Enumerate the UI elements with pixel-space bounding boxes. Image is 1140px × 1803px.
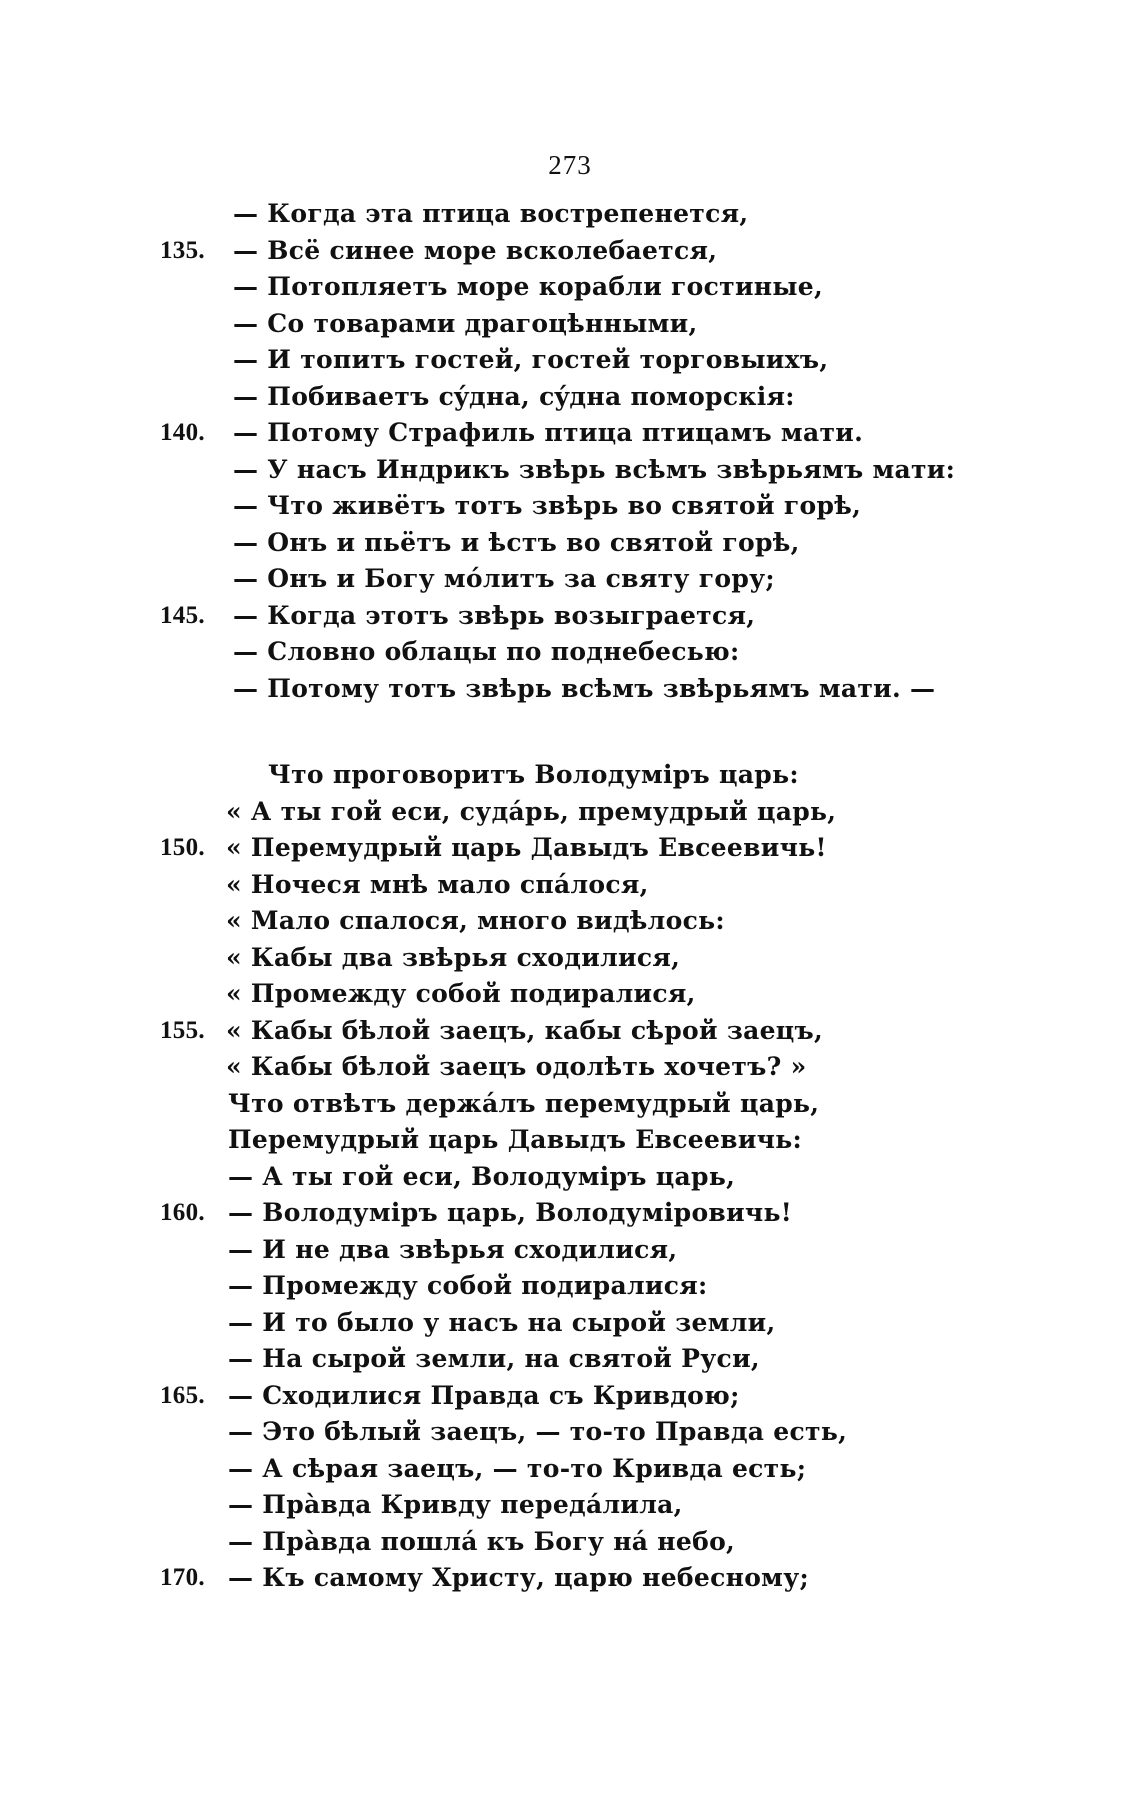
verse-text: — Это бѣлый заецъ, — то-то Правда есть, bbox=[228, 1417, 848, 1446]
verse-line bbox=[0, 342, 1140, 379]
verse-line bbox=[0, 598, 1140, 635]
verse-text: — На сырой земли, на святой Руси, bbox=[228, 1344, 760, 1373]
verse-line bbox=[0, 794, 1140, 831]
verse-text: — Потому Страфиль птица птицамъ мати. bbox=[233, 418, 864, 447]
verse-line bbox=[0, 1487, 1140, 1524]
verse-text: — А ты гой еси, Володуміръ царь, bbox=[228, 1161, 736, 1191]
verse-line bbox=[0, 1159, 1140, 1196]
line-number: 170. bbox=[160, 1564, 205, 1591]
verse-text: « Кабы бѣлой заецъ одолѣть хочетъ? » bbox=[226, 1052, 807, 1081]
line-number: 155. bbox=[160, 1016, 205, 1044]
verse-text: Что проговоритъ Володуміръ царь: bbox=[268, 760, 799, 789]
verse-line bbox=[0, 379, 1140, 416]
verse-line bbox=[0, 415, 1140, 452]
verse-line bbox=[0, 867, 1140, 904]
verse-line bbox=[0, 1378, 1140, 1415]
verse-text: — Сходилися Правда съ Кривдою; bbox=[228, 1380, 740, 1410]
verse-line bbox=[0, 1341, 1140, 1378]
verse-text: — Промежду собой подиралися: bbox=[228, 1271, 708, 1300]
verse-line bbox=[0, 671, 1140, 708]
line-number: 135. bbox=[160, 236, 205, 264]
verse-line bbox=[0, 488, 1140, 525]
poem-text bbox=[0, 196, 1140, 1597]
verse-text: — И топитъ гостей, гостей торговыихъ, bbox=[233, 345, 829, 374]
verse-line bbox=[0, 1013, 1140, 1050]
verse-text: — Онъ и пьётъ и ѣстъ во святой горѣ, bbox=[233, 527, 800, 557]
verse-line bbox=[0, 561, 1140, 598]
verse-line bbox=[0, 1524, 1140, 1561]
verse-text: « Кабы два звѣрья сходилися, bbox=[226, 942, 681, 972]
verse-text: — Къ самому Христу, царю небесному; bbox=[228, 1563, 810, 1592]
verse-line bbox=[0, 1232, 1140, 1269]
verse-text: Что отвѣтъ держáлъ перемудрый царь, bbox=[228, 1088, 820, 1118]
line-number: 140. bbox=[160, 419, 205, 446]
verse-text: — Прàвда Кривду передáлила, bbox=[228, 1490, 683, 1519]
verse-line bbox=[0, 1451, 1140, 1488]
line-number: 150. bbox=[160, 834, 205, 861]
verse-line bbox=[0, 1086, 1140, 1123]
verse-text: — Всё синее море всколебается, bbox=[233, 235, 718, 265]
verse-text: Перемудрый царь Давыдъ Евсеевичь: bbox=[228, 1125, 803, 1154]
verse-line bbox=[0, 1195, 1140, 1232]
verse-line bbox=[0, 1049, 1140, 1086]
verse-text: — Побиваетъ сýдна, сýдна поморскія: bbox=[233, 381, 795, 411]
verse-line bbox=[0, 1560, 1140, 1597]
verse-line bbox=[0, 830, 1140, 867]
verse-line bbox=[0, 903, 1140, 940]
verse-text: — Что живётъ тотъ звѣрь во святой горѣ, bbox=[233, 491, 862, 520]
verse-text: « Кабы бѣлой заецъ, кабы сѣрой заецъ, bbox=[226, 1015, 824, 1045]
verse-text: — Со товарами драгоцѣнными, bbox=[233, 308, 698, 338]
verse-line bbox=[0, 940, 1140, 977]
verse-line bbox=[0, 525, 1140, 562]
verse-text: — Прàвда пошлá къ Богу нá небо, bbox=[228, 1526, 736, 1556]
verse-line bbox=[0, 757, 1140, 794]
line-number: 145. bbox=[160, 601, 205, 629]
verse-line bbox=[0, 976, 1140, 1013]
verse-text: — Когда этотъ звѣрь возыграется, bbox=[233, 600, 756, 630]
verse-text: « Перемудрый царь Давыдъ Евсеевичь! bbox=[226, 833, 827, 862]
verse-line bbox=[0, 306, 1140, 343]
verse-text: « Промежду собой подиралися, bbox=[226, 979, 696, 1008]
verse-line bbox=[0, 196, 1140, 233]
verse-line bbox=[0, 1305, 1140, 1342]
verse-line bbox=[0, 1122, 1140, 1159]
line-number: 160. bbox=[160, 1199, 205, 1226]
verse-text: « Мало спалося, много видѣлось: bbox=[226, 906, 725, 935]
verse-line bbox=[0, 269, 1140, 306]
page-number: 273 bbox=[548, 150, 592, 180]
verse-text: — И не два звѣрья сходилися, bbox=[228, 1234, 678, 1264]
verse-text: « А ты гой еси, судáрь, премудрый царь, bbox=[226, 796, 837, 826]
verse-text: — А сѣрая заецъ, — то-то Кривда есть; bbox=[228, 1453, 807, 1483]
verse-line bbox=[0, 634, 1140, 671]
verse-line bbox=[0, 452, 1140, 489]
verse-text: — У насъ Индрикъ звѣрь всѣмъ звѣрьямъ мати: bbox=[233, 454, 956, 484]
verse-line bbox=[0, 1268, 1140, 1305]
verse-line bbox=[0, 1414, 1140, 1451]
verse-text: — Володуміръ царь, Володуміровичь! bbox=[228, 1198, 793, 1227]
verse-line bbox=[0, 233, 1140, 270]
line-number: 165. bbox=[160, 1381, 205, 1409]
verse-text: — Потопляетъ море корабли гостиные, bbox=[233, 272, 823, 301]
verse-text: — Когда эта птица вострепенется, bbox=[233, 199, 749, 228]
verse-text: — Онъ и Богу мóлитъ за святу гору; bbox=[233, 564, 775, 593]
verse-text: — И то было у насъ на сырой земли, bbox=[228, 1307, 776, 1337]
verse-text: « Ночеся мнѣ мало спáлося, bbox=[226, 869, 649, 899]
verse-text: — Словно облацы по поднебесью: bbox=[233, 637, 740, 666]
verse-text: — Потому тотъ звѣрь всѣмъ звѣрьямъ мати. — bbox=[233, 673, 936, 703]
